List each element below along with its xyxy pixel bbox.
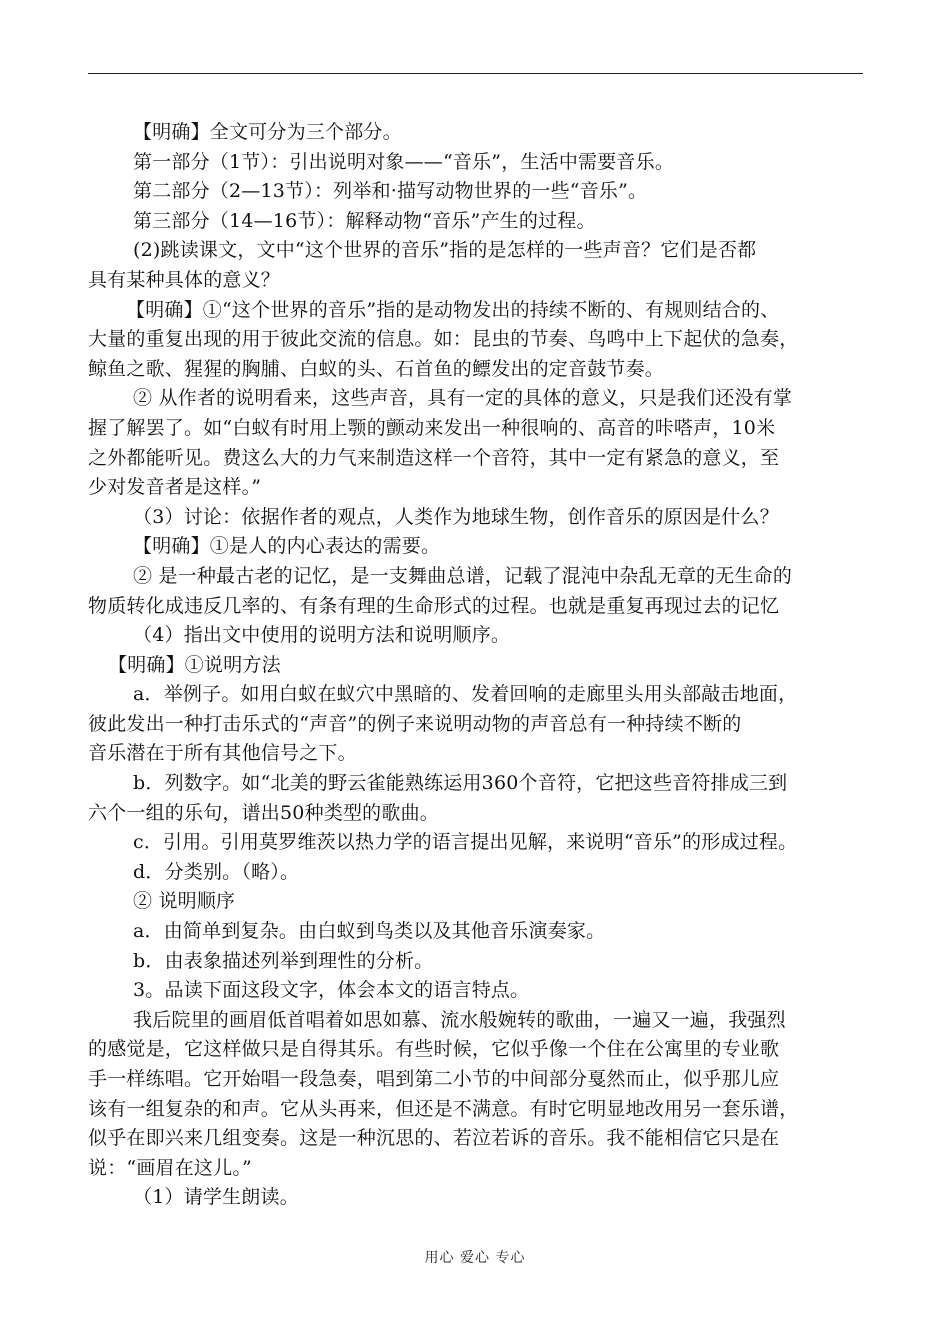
- text-line: 似乎在即兴来几组变奏。这是一种沉思的、若泣若诉的音乐。我不能相信它只是在: [88, 1127, 780, 1150]
- text-line: 具有某种具体的意义？: [88, 268, 281, 291]
- text-line: b．由表象描述列举到理性的分析。: [133, 949, 434, 972]
- page-footer: 用心 爱心 专心: [424, 1250, 526, 1266]
- text-line: 【明确】①“这个世界的音乐”指的是动物发出的持续不断的、有规则结合的、: [126, 298, 780, 321]
- text-line: 【明确】①是人的内心表达的需要。: [133, 535, 441, 558]
- text-line: ② 是一种最古老的记忆，是一支舞曲总谱，记载了混沌中杂乱无章的无生命的: [133, 564, 793, 587]
- text-line: 我后院里的画眉低首唱着如思如慕、流水般婉转的歌曲，一遍又一遍，我强烈: [133, 1008, 786, 1031]
- text-line: 【明确】全文可分为三个部分。: [133, 121, 402, 143]
- text-line: 音乐潜在于所有其他信号之下。: [88, 742, 357, 765]
- text-line: 的感觉是，它这样做只是自得其乐。有些时候，它似乎像一个住在公寓里的专业歌: [88, 1038, 780, 1061]
- text-line: 鲸鱼之歌、猩猩的胸脯、白蚁的头、石首鱼的鳔发出的定音鼓节奏。: [88, 357, 665, 380]
- text-line: 【明确】①说明方法: [108, 653, 281, 676]
- text-line: b．列数字。如“北美的野云雀能熟练运用360个音符，它把这些音符排成三到: [133, 772, 788, 795]
- text-line: ② 从作者的说明看来，这些声音，具有一定的具体的意义，只是我们还没有掌: [133, 387, 793, 410]
- text-line: 彼此发出一种打击乐式的“声音”的例子来说明动物的声音总有一种持续不断的: [88, 712, 742, 735]
- text-line: c．引用。引用莫罗维茨以热力学的语言提出见解，来说明“音乐”的形成过程。: [133, 831, 798, 854]
- text-line: 手一样练唱。它开始唱一段急奏，唱到第二小节的中间部分戛然而止，似乎那儿应: [88, 1068, 780, 1090]
- text-line: 第二部分（2—13节）：列举和·描写动物世界的一些“音乐”。: [133, 180, 648, 203]
- text-line: 之外都能听见。费这么大的力气来制造这样一个音符，其中一定有紧急的意义，至: [88, 446, 780, 469]
- text-line: d．分类别。（略）。: [133, 860, 300, 883]
- text-line: a．由简单到复杂。由白蚁到鸟类以及其他音乐演奏家。: [133, 920, 606, 943]
- text-line: 大量的重复出现的用于彼此交流的信息。如：昆虫的节奏、鸟鸣中上下起伏的急奏，: [88, 328, 799, 351]
- text-line: 说：“画眉在这儿。”: [88, 1156, 252, 1179]
- text-line: 少对发音者是这样。”: [88, 476, 262, 499]
- document-body: [88, 118, 868, 1213]
- text-line: 第三部分（14—16节）：解释动物“音乐”产生的过程。: [133, 209, 596, 232]
- text-line: 第一部分（1节）：引出说明对象——“音乐”，生活中需要音乐。: [133, 150, 675, 173]
- text-line: 六个一组的乐句，谱出50种类型的歌曲。: [88, 801, 439, 824]
- text-line: （1）请学生朗读。: [133, 1186, 299, 1209]
- text-line: （4）指出文中使用的说明方法和说明顺序。: [133, 624, 511, 647]
- text-line: 物质转化成违反几率的、有条有理的生命形式的过程。也就是重复再现过去的记忆: [88, 594, 780, 617]
- text-line: ② 说明顺序: [133, 890, 236, 913]
- text-line: （3）讨论：依据作者的观点，人类作为地球生物，创作音乐的原因是什么？: [133, 505, 779, 528]
- text-line: a．举例子。如用白蚁在蚁穴中黑暗的、发着回响的走廊里头用头部敲击地面，: [133, 683, 798, 706]
- text-line: 3。品读下面这段文字，体会本文的语言特点。: [133, 979, 530, 1002]
- text-line: (2)跳读课文，文中“这个世界的音乐”指的是怎样的一些声音？它们是否都: [133, 239, 757, 262]
- header-rule: [88, 73, 863, 74]
- text-line: 该有一组复杂的和声。它从头再来，但还是不满意。有时它明显地改用另一套乐谱，: [88, 1097, 799, 1120]
- text-line: 握了解罢了。如“白蚁有时用上颚的颤动来发出一种很响的、高音的咔嗒声，10米: [88, 416, 776, 439]
